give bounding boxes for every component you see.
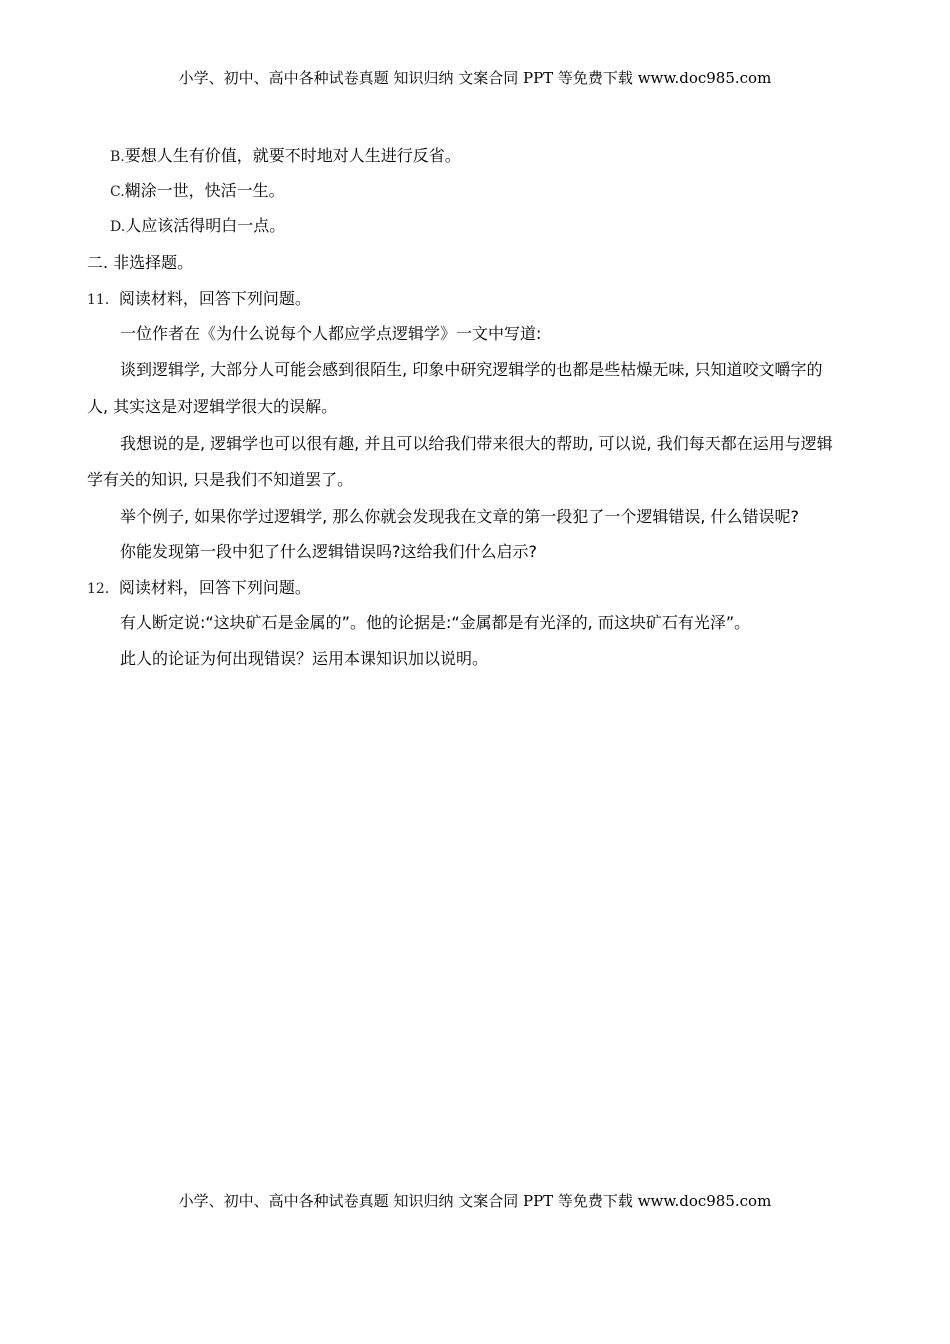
question-11-paragraph-1-line-2: 人, 其实这是对逻辑学很大的误解。: [87, 397, 338, 416]
question-11-prompt: 阅读材料，回答下列问题。: [118, 289, 311, 308]
option-d: [110, 215, 285, 238]
option-c: [110, 180, 285, 203]
option-d-text: 人应该活得明白一点。: [125, 216, 286, 235]
option-b: [110, 145, 461, 168]
question-11-heading: [87, 288, 311, 311]
question-11-paragraph-3: 举个例子, 如果你学过逻辑学, 那么你就会发现我在文章的第一段犯了一个逻辑错误, 什么错误呢?: [120, 507, 800, 526]
question-11-paragraph-1-line-1: 谈到逻辑学, 大部分人可能会感到很陌生, 印象中研究逻辑学的也都是些枯燥无味, 只知道咬文嚼字的: [120, 360, 823, 379]
option-d-letter: D.: [110, 219, 126, 235]
option-c-text: 糊涂一世，快活一生。: [124, 181, 285, 200]
question-12-prompt: 阅读材料，回答下列问题。: [118, 578, 311, 597]
question-11-intro: 一位作者在《为什么说每个人都应学点逻辑学》一文中写道:: [120, 324, 542, 343]
page-footer: 小学、初中、高中各种试卷真题 知识归纳 文案合同 PPT 等免费下载 www.doc985.com: [178, 1192, 772, 1210]
option-b-text: 要想人生有价值，就要不时地对人生进行反省。: [124, 146, 461, 165]
question-11-number: 11．: [87, 292, 119, 308]
question-12-number: 12．: [87, 581, 119, 597]
option-c-letter: C.: [110, 184, 125, 200]
question-11-paragraph-2-line-2: 学有关的知识, 只是我们不知道罢了。: [87, 470, 354, 489]
question-12-heading: [87, 577, 311, 600]
page-header: 小学、初中、高中各种试卷真题 知识归纳 文案合同 PPT 等免费下载 www.doc985.com: [178, 69, 772, 87]
question-12-material: 有人断定说:“这块矿石是金属的”。他的论据是:“金属都是有光泽的, 而这块矿石有光泽”。: [120, 613, 751, 632]
section-title: 二. 非选择题。: [87, 253, 194, 272]
question-11-question: 你能发现第一段中犯了什么逻辑错误吗?这给我们什么启示?: [120, 542, 537, 561]
option-b-letter: B.: [110, 149, 125, 165]
question-11-paragraph-2-line-1: 我想说的是, 逻辑学也可以很有趣, 并且可以给我们带来很大的帮助, 可以说, 我们每天都在运用与逻辑: [120, 434, 833, 453]
question-12-question: 此人的论证为何出现错误？运用本课知识加以说明。: [120, 649, 489, 668]
